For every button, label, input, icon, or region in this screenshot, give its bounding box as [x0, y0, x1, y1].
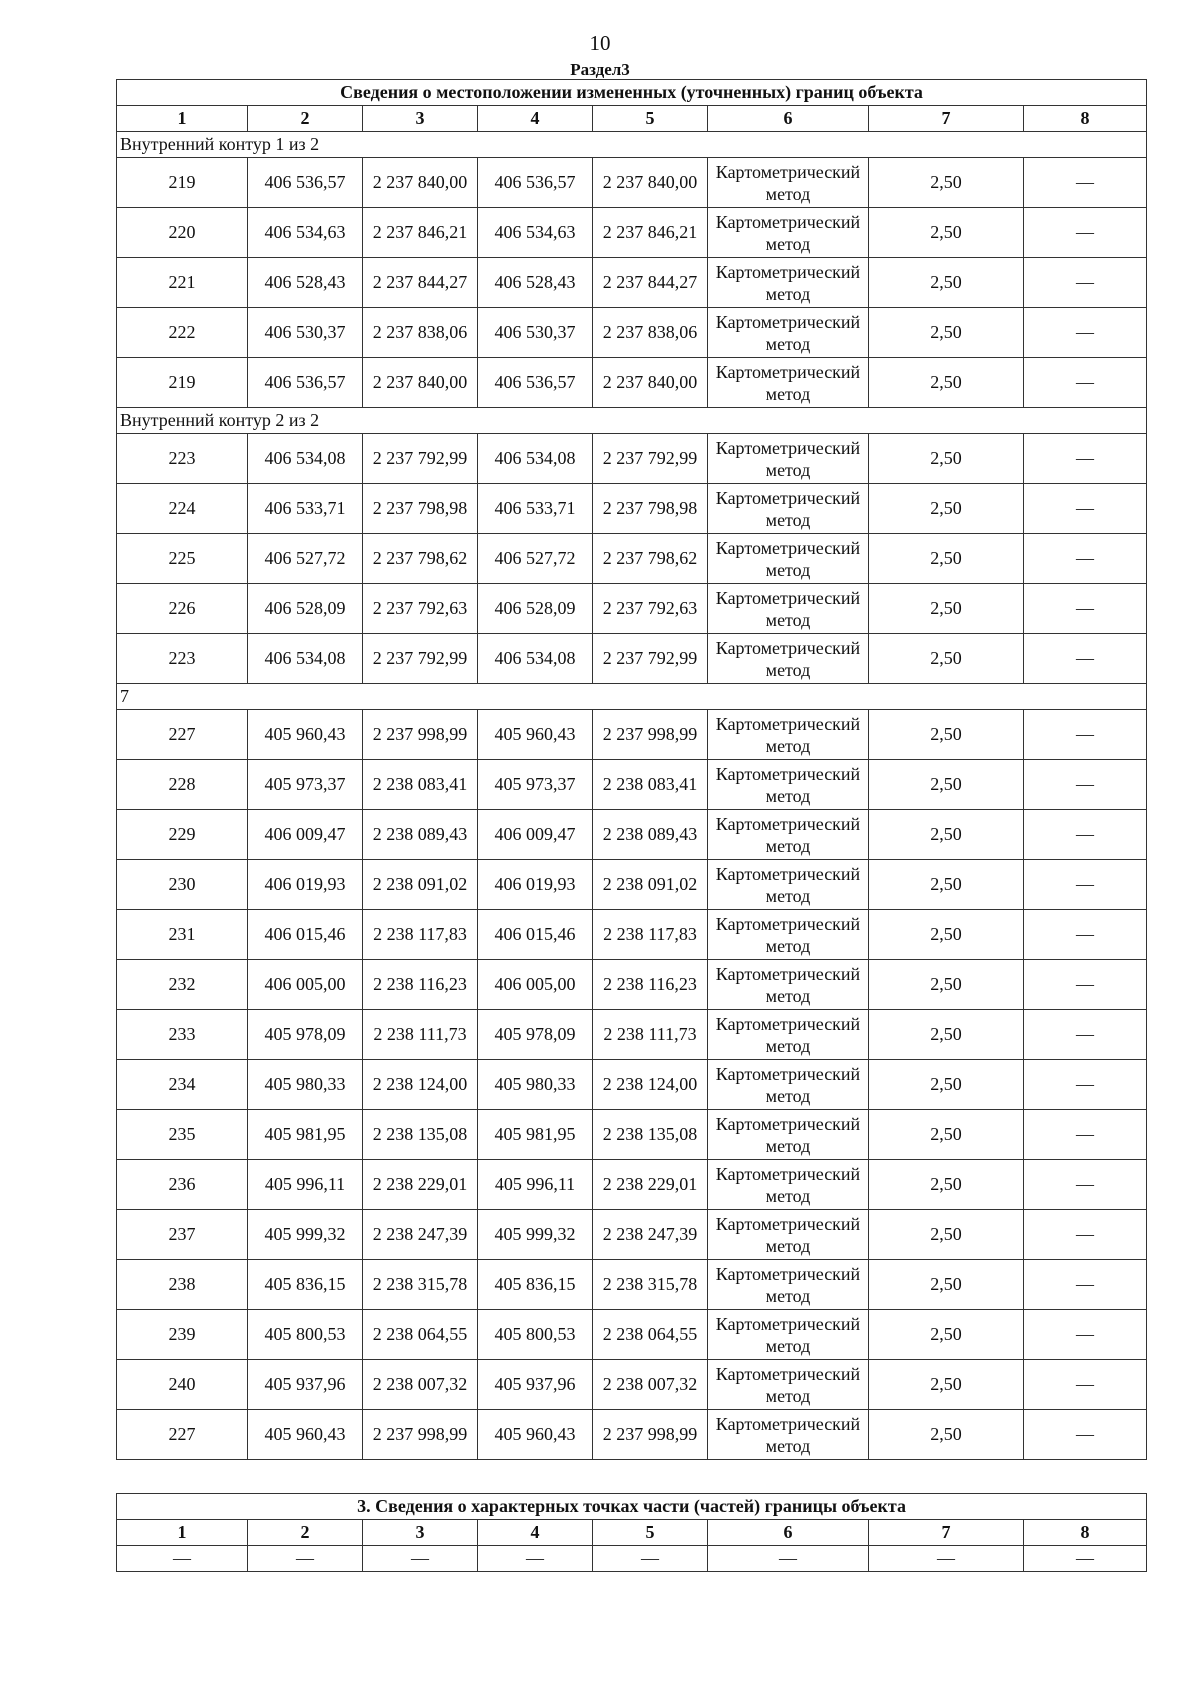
x-new-cell: 405 973,37: [478, 760, 593, 810]
description-cell: —: [1024, 308, 1147, 358]
x-new-cell: 405 800,53: [478, 1310, 593, 1360]
table-row: [117, 358, 1147, 408]
point-number-cell: 229: [117, 810, 248, 860]
column-header: 2: [248, 106, 363, 132]
y-new-cell: 2 238 091,02: [593, 860, 708, 910]
description-cell: —: [1024, 158, 1147, 208]
table-row: [117, 534, 1147, 584]
x-new-cell: 406 534,08: [478, 634, 593, 684]
x-existing-cell: 405 981,95: [248, 1110, 363, 1160]
contour-title: Внутренний контур 1 из 2: [117, 132, 1147, 158]
x-existing-cell: 405 980,33: [248, 1060, 363, 1110]
x-existing-cell: 406 534,63: [248, 208, 363, 258]
y-existing-cell: 2 238 116,23: [363, 960, 478, 1010]
y-new-cell: 2 238 116,23: [593, 960, 708, 1010]
table-row: [117, 810, 1147, 860]
x-new-cell: 406 527,72: [478, 534, 593, 584]
x-existing-cell: 405 973,37: [248, 760, 363, 810]
table-row: [117, 434, 1147, 484]
description-cell: —: [1024, 1410, 1147, 1460]
y-new-cell: 2 237 998,99: [593, 1410, 708, 1460]
column-header: 5: [593, 1520, 708, 1546]
method-cell: Картометрический метод: [708, 584, 869, 634]
y-new-cell: 2 237 840,00: [593, 358, 708, 408]
page-number: 10: [589, 31, 611, 55]
column-header: 8: [1024, 1520, 1147, 1546]
description-cell: —: [1024, 960, 1147, 1010]
x-new-cell: 405 996,11: [478, 1160, 593, 1210]
method-cell: Картометрический метод: [708, 1310, 869, 1360]
x-existing-cell: 406 009,47: [248, 810, 363, 860]
y-new-cell: 2 238 117,83: [593, 910, 708, 960]
accuracy-cell: 2,50: [869, 810, 1024, 860]
y-new-cell: 2 238 229,01: [593, 1160, 708, 1210]
description-cell: —: [1024, 1160, 1147, 1210]
accuracy-cell: —: [869, 1546, 1024, 1572]
accuracy-cell: 2,50: [869, 960, 1024, 1010]
y-existing-cell: 2 238 229,01: [363, 1160, 478, 1210]
x-existing-cell: 406 534,08: [248, 434, 363, 484]
column-header: 1: [117, 1520, 248, 1546]
method-cell: Картометрический метод: [708, 710, 869, 760]
table-row: [117, 1360, 1147, 1410]
point-number-cell: 220: [117, 208, 248, 258]
table-row: [117, 258, 1147, 308]
y-existing-cell: 2 237 846,21: [363, 208, 478, 258]
accuracy-cell: 2,50: [869, 634, 1024, 684]
point-number-cell: 234: [117, 1060, 248, 1110]
description-cell: —: [1024, 1360, 1147, 1410]
point-number-cell: 227: [117, 710, 248, 760]
contour-title: Внутренний контур 2 из 2: [117, 408, 1147, 434]
description-cell: —: [1024, 358, 1147, 408]
column-header: 7: [869, 1520, 1024, 1546]
point-number-cell: 233: [117, 1010, 248, 1060]
point-number-cell: 221: [117, 258, 248, 308]
contour-title-row: [117, 684, 1147, 710]
y-new-cell: 2 238 089,43: [593, 810, 708, 860]
method-cell: —: [708, 1546, 869, 1572]
description-cell: —: [1024, 910, 1147, 960]
accuracy-cell: 2,50: [869, 308, 1024, 358]
point-number-cell: 223: [117, 434, 248, 484]
column-header: 4: [478, 106, 593, 132]
method-cell: Картометрический метод: [708, 534, 869, 584]
y-new-cell: 2 237 838,06: [593, 308, 708, 358]
x-new-cell: 406 528,09: [478, 584, 593, 634]
description-cell: —: [1024, 1260, 1147, 1310]
x-existing-cell: 406 015,46: [248, 910, 363, 960]
point-number-cell: 228: [117, 760, 248, 810]
method-cell: Картометрический метод: [708, 1260, 869, 1310]
point-number-cell: 219: [117, 158, 248, 208]
section-title: Раздел3: [570, 60, 630, 79]
y-existing-cell: 2 237 798,62: [363, 534, 478, 584]
x-existing-cell: 405 999,32: [248, 1210, 363, 1260]
point-number-cell: 222: [117, 308, 248, 358]
column-header: 6: [708, 1520, 869, 1546]
x-existing-cell: 406 534,08: [248, 634, 363, 684]
y-existing-cell: 2 238 089,43: [363, 810, 478, 860]
table-row: [117, 1410, 1147, 1460]
accuracy-cell: 2,50: [869, 760, 1024, 810]
point-number-cell: 219: [117, 358, 248, 408]
table-row: [117, 484, 1147, 534]
accuracy-cell: 2,50: [869, 710, 1024, 760]
y-new-cell: 2 237 798,62: [593, 534, 708, 584]
column-header: 8: [1024, 106, 1147, 132]
method-cell: Картометрический метод: [708, 1410, 869, 1460]
boundary-coordinates-table: [116, 79, 1147, 1460]
table-row: [117, 710, 1147, 760]
x-new-cell: 406 015,46: [478, 910, 593, 960]
method-cell: Картометрический метод: [708, 960, 869, 1010]
x-existing-cell: 406 530,37: [248, 308, 363, 358]
y-existing-cell: 2 238 124,00: [363, 1060, 478, 1110]
table-row: [117, 1546, 1147, 1572]
x-new-cell: 405 981,95: [478, 1110, 593, 1160]
method-cell: Картометрический метод: [708, 1110, 869, 1160]
x-existing-cell: 405 836,15: [248, 1260, 363, 1310]
x-new-cell: 406 533,71: [478, 484, 593, 534]
table-row: [117, 1260, 1147, 1310]
point-number-cell: 227: [117, 1410, 248, 1460]
accuracy-cell: 2,50: [869, 208, 1024, 258]
point-number-cell: 223: [117, 634, 248, 684]
contour-title-row: [117, 408, 1147, 434]
description-cell: —: [1024, 584, 1147, 634]
table-row: [117, 308, 1147, 358]
x-existing-cell: 405 978,09: [248, 1010, 363, 1060]
accuracy-cell: 2,50: [869, 534, 1024, 584]
method-cell: Картометрический метод: [708, 1360, 869, 1410]
table-caption-row: [117, 80, 1147, 106]
y-new-cell: 2 238 315,78: [593, 1260, 708, 1310]
y-new-cell: 2 238 247,39: [593, 1210, 708, 1260]
description-cell: —: [1024, 1110, 1147, 1160]
point-number-cell: 240: [117, 1360, 248, 1410]
point-number-cell: 232: [117, 960, 248, 1010]
accuracy-cell: 2,50: [869, 484, 1024, 534]
y-new-cell: 2 237 792,63: [593, 584, 708, 634]
table-row: [117, 960, 1147, 1010]
accuracy-cell: 2,50: [869, 1210, 1024, 1260]
x-new-cell: 406 005,00: [478, 960, 593, 1010]
table-caption: Сведения о местоположении измененных (уточненных) границ объекта: [117, 80, 1147, 106]
point-number-cell: 230: [117, 860, 248, 910]
y-existing-cell: 2 237 798,98: [363, 484, 478, 534]
method-cell: Картометрический метод: [708, 1060, 869, 1110]
point-number-cell: 239: [117, 1310, 248, 1360]
x-new-cell: 406 528,43: [478, 258, 593, 308]
accuracy-cell: 2,50: [869, 1410, 1024, 1460]
contour-title-row: [117, 132, 1147, 158]
parts-header-row: [117, 1520, 1147, 1546]
x-existing-cell: 406 527,72: [248, 534, 363, 584]
x-existing-cell: 406 005,00: [248, 960, 363, 1010]
accuracy-cell: 2,50: [869, 358, 1024, 408]
y-existing-cell: 2 237 998,99: [363, 710, 478, 760]
x-new-cell: —: [478, 1546, 593, 1572]
x-new-cell: 405 978,09: [478, 1010, 593, 1060]
table-row: [117, 208, 1147, 258]
x-new-cell: 405 960,43: [478, 1410, 593, 1460]
y-new-cell: 2 237 844,27: [593, 258, 708, 308]
parts-points-table: [116, 1493, 1147, 1572]
y-existing-cell: 2 237 838,06: [363, 308, 478, 358]
method-cell: Картометрический метод: [708, 208, 869, 258]
point-number-cell: 235: [117, 1110, 248, 1160]
column-header-row: [117, 106, 1147, 132]
accuracy-cell: 2,50: [869, 1360, 1024, 1410]
x-new-cell: 405 999,32: [478, 1210, 593, 1260]
y-new-cell: 2 238 135,08: [593, 1110, 708, 1160]
y-new-cell: 2 237 792,99: [593, 634, 708, 684]
description-cell: —: [1024, 1310, 1147, 1360]
method-cell: Картометрический метод: [708, 484, 869, 534]
description-cell: —: [1024, 760, 1147, 810]
accuracy-cell: 2,50: [869, 434, 1024, 484]
table-row: [117, 1010, 1147, 1060]
y-existing-cell: 2 238 083,41: [363, 760, 478, 810]
x-new-cell: 405 980,33: [478, 1060, 593, 1110]
parts-caption: 3. Сведения о характерных точках части (частей) границы объекта: [117, 1494, 1147, 1520]
method-cell: Картометрический метод: [708, 434, 869, 484]
method-cell: Картометрический метод: [708, 810, 869, 860]
description-cell: —: [1024, 1546, 1147, 1572]
y-new-cell: 2 238 124,00: [593, 1060, 708, 1110]
table-row: [117, 860, 1147, 910]
x-existing-cell: 405 800,53: [248, 1310, 363, 1360]
x-new-cell: 406 536,57: [478, 358, 593, 408]
point-number-cell: 231: [117, 910, 248, 960]
x-existing-cell: 406 019,93: [248, 860, 363, 910]
y-existing-cell: —: [363, 1546, 478, 1572]
y-existing-cell: 2 237 792,99: [363, 434, 478, 484]
column-header: 2: [248, 1520, 363, 1546]
description-cell: —: [1024, 434, 1147, 484]
accuracy-cell: 2,50: [869, 258, 1024, 308]
method-cell: Картометрический метод: [708, 910, 869, 960]
x-existing-cell: 406 536,57: [248, 158, 363, 208]
table-row: [117, 1060, 1147, 1110]
x-new-cell: 406 530,37: [478, 308, 593, 358]
description-cell: —: [1024, 634, 1147, 684]
method-cell: Картометрический метод: [708, 860, 869, 910]
x-existing-cell: —: [248, 1546, 363, 1572]
table-row: [117, 760, 1147, 810]
x-existing-cell: 406 528,43: [248, 258, 363, 308]
y-existing-cell: 2 237 998,99: [363, 1410, 478, 1460]
description-cell: —: [1024, 208, 1147, 258]
method-cell: Картометрический метод: [708, 1160, 869, 1210]
y-existing-cell: 2 237 792,99: [363, 634, 478, 684]
y-new-cell: 2 238 064,55: [593, 1310, 708, 1360]
x-new-cell: 406 534,08: [478, 434, 593, 484]
x-new-cell: 405 937,96: [478, 1360, 593, 1410]
point-number-cell: 224: [117, 484, 248, 534]
y-existing-cell: 2 237 792,63: [363, 584, 478, 634]
method-cell: Картометрический метод: [708, 1010, 869, 1060]
y-existing-cell: 2 238 247,39: [363, 1210, 478, 1260]
x-existing-cell: 405 996,11: [248, 1160, 363, 1210]
y-new-cell: 2 237 792,99: [593, 434, 708, 484]
point-number-cell: 236: [117, 1160, 248, 1210]
accuracy-cell: 2,50: [869, 1310, 1024, 1360]
accuracy-cell: 2,50: [869, 1160, 1024, 1210]
y-new-cell: 2 238 007,32: [593, 1360, 708, 1410]
y-new-cell: 2 238 111,73: [593, 1010, 708, 1060]
column-header: 6: [708, 106, 869, 132]
x-existing-cell: 405 960,43: [248, 1410, 363, 1460]
table-row: [117, 584, 1147, 634]
y-new-cell: 2 238 083,41: [593, 760, 708, 810]
table-row: [117, 910, 1147, 960]
y-new-cell: 2 237 840,00: [593, 158, 708, 208]
method-cell: Картометрический метод: [708, 258, 869, 308]
y-existing-cell: 2 238 117,83: [363, 910, 478, 960]
point-number-cell: 226: [117, 584, 248, 634]
accuracy-cell: 2,50: [869, 1010, 1024, 1060]
table-row: [117, 158, 1147, 208]
x-existing-cell: 406 528,09: [248, 584, 363, 634]
description-cell: —: [1024, 534, 1147, 584]
description-cell: —: [1024, 860, 1147, 910]
table-row: [117, 634, 1147, 684]
column-header: 3: [363, 1520, 478, 1546]
x-existing-cell: 406 536,57: [248, 358, 363, 408]
y-existing-cell: 2 238 111,73: [363, 1010, 478, 1060]
method-cell: Картометрический метод: [708, 760, 869, 810]
column-header: 3: [363, 106, 478, 132]
y-new-cell: 2 237 798,98: [593, 484, 708, 534]
description-cell: —: [1024, 1010, 1147, 1060]
y-existing-cell: 2 238 091,02: [363, 860, 478, 910]
description-cell: —: [1024, 1210, 1147, 1260]
column-header: 1: [117, 106, 248, 132]
y-existing-cell: 2 237 840,00: [363, 158, 478, 208]
description-cell: —: [1024, 810, 1147, 860]
description-cell: —: [1024, 710, 1147, 760]
x-existing-cell: 405 960,43: [248, 710, 363, 760]
accuracy-cell: 2,50: [869, 910, 1024, 960]
x-new-cell: 406 009,47: [478, 810, 593, 860]
x-new-cell: 405 836,15: [478, 1260, 593, 1310]
accuracy-cell: 2,50: [869, 1060, 1024, 1110]
y-existing-cell: 2 238 064,55: [363, 1310, 478, 1360]
y-existing-cell: 2 238 007,32: [363, 1360, 478, 1410]
table-row: [117, 1310, 1147, 1360]
x-existing-cell: 405 937,96: [248, 1360, 363, 1410]
column-header: 4: [478, 1520, 593, 1546]
x-new-cell: 406 019,93: [478, 860, 593, 910]
x-existing-cell: 406 533,71: [248, 484, 363, 534]
accuracy-cell: 2,50: [869, 1260, 1024, 1310]
y-existing-cell: 2 238 135,08: [363, 1110, 478, 1160]
point-number-cell: 238: [117, 1260, 248, 1310]
description-cell: —: [1024, 258, 1147, 308]
method-cell: Картометрический метод: [708, 158, 869, 208]
y-existing-cell: 2 238 315,78: [363, 1260, 478, 1310]
method-cell: Картометрический метод: [708, 308, 869, 358]
y-existing-cell: 2 237 840,00: [363, 358, 478, 408]
table-row: [117, 1110, 1147, 1160]
y-new-cell: 2 237 846,21: [593, 208, 708, 258]
table-row: [117, 1210, 1147, 1260]
x-new-cell: 406 536,57: [478, 158, 593, 208]
method-cell: Картометрический метод: [708, 1210, 869, 1260]
table-row: [117, 1160, 1147, 1210]
accuracy-cell: 2,50: [869, 584, 1024, 634]
x-new-cell: 406 534,63: [478, 208, 593, 258]
accuracy-cell: 2,50: [869, 860, 1024, 910]
point-number-cell: —: [117, 1546, 248, 1572]
y-new-cell: —: [593, 1546, 708, 1572]
method-cell: Картометрический метод: [708, 634, 869, 684]
description-cell: —: [1024, 1060, 1147, 1110]
accuracy-cell: 2,50: [869, 1110, 1024, 1160]
column-header: 7: [869, 106, 1024, 132]
contour-title: 7: [117, 684, 1147, 710]
y-new-cell: 2 237 998,99: [593, 710, 708, 760]
point-number-cell: 237: [117, 1210, 248, 1260]
column-header: 5: [593, 106, 708, 132]
parts-caption-row: [117, 1494, 1147, 1520]
x-new-cell: 405 960,43: [478, 710, 593, 760]
description-cell: —: [1024, 484, 1147, 534]
method-cell: Картометрический метод: [708, 358, 869, 408]
accuracy-cell: 2,50: [869, 158, 1024, 208]
y-existing-cell: 2 237 844,27: [363, 258, 478, 308]
point-number-cell: 225: [117, 534, 248, 584]
